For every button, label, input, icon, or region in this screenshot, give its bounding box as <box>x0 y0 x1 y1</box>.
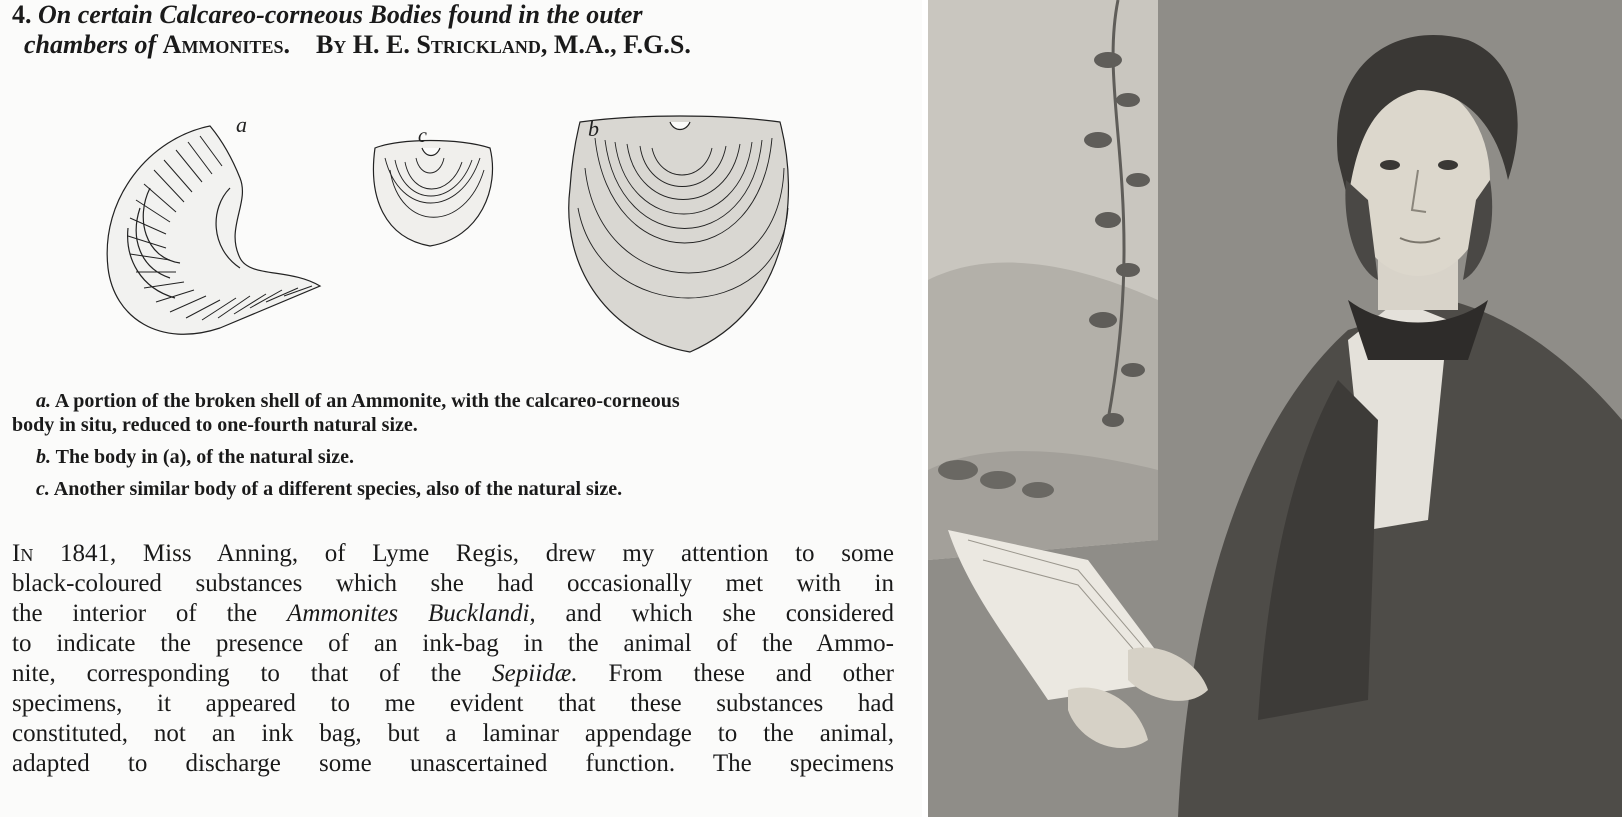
body-line-1 <box>12 540 894 568</box>
caption-b-letter: b. <box>36 446 51 468</box>
body-line-5-family: Sepiidæ. <box>492 660 578 687</box>
article-heading-line-1 <box>12 0 896 30</box>
caption-c-letter: c. <box>36 478 50 500</box>
body-line-3-species: Ammonites Bucklandi, <box>287 600 536 627</box>
body-line-6: specimens, it appeared to me evident that these substances had <box>12 690 894 717</box>
article-byline: By H. E. Strickland, M.A., F.G.S. <box>315 30 691 59</box>
caption-c <box>36 478 622 501</box>
figure-label-c: c <box>418 125 427 147</box>
caption-a-line-1 <box>36 390 680 413</box>
portrait-image <box>928 0 1622 817</box>
portrait-engraving <box>928 0 1622 817</box>
caption-a-text: A portion of the broken shell of an Ammonite, with the calcareo-corneous <box>54 390 680 412</box>
figure-a-ammonite-shell <box>107 126 320 334</box>
ammonite-figure <box>100 108 840 368</box>
body-lead-word: In <box>12 540 34 567</box>
body-line-7: constituted, not an ink bag, but a laminar appendage to the animal, <box>12 720 894 747</box>
figure-c-small-body <box>373 141 492 247</box>
figure-label-b: b <box>588 116 599 141</box>
article-title-part-2: chambers of <box>24 30 157 59</box>
article-heading-line-2 <box>24 30 896 60</box>
figure-label-a: a <box>236 112 247 137</box>
caption-a-line-2 <box>12 414 418 437</box>
caption-c-text: Another similar body of a different species, also of the natural size. <box>53 478 623 500</box>
caption-a-text-continued: body in situ, reduced to one-fourth natural size. <box>12 414 418 436</box>
ammonite-illustration <box>100 108 840 368</box>
body-line-3-a: the interior of the <box>12 600 258 627</box>
body-line-2: black-coloured substances which she had occasionally met with in <box>12 570 894 597</box>
article-subject: Ammonites. <box>162 30 290 59</box>
article-title-part-1: On certain Calcareo-corneous Bodies found in the outer <box>38 0 643 29</box>
article-number: 4. <box>12 0 32 29</box>
body-line-8: adapted to discharge some unascertained function. The specimens <box>12 750 894 777</box>
caption-b-text: The body in (a), of the natural size. <box>55 446 354 468</box>
body-line-3-b: and which she considered <box>565 600 894 627</box>
figure-b-large-body <box>569 116 789 352</box>
body-line-5 <box>12 660 894 688</box>
caption-a-letter: a. <box>36 390 51 412</box>
body-line-5-b: From these and other <box>608 660 895 687</box>
body-line-5-a: nite, corresponding to that of the <box>12 660 462 687</box>
body-line-1-text: 1841, Miss Anning, of Lyme Regis, drew my attention to some <box>60 540 894 567</box>
body-line-4: to indicate the presence of an ink-bag in the animal of the Ammo- <box>12 630 894 657</box>
caption-b <box>36 446 354 469</box>
body-line-3 <box>12 600 894 628</box>
